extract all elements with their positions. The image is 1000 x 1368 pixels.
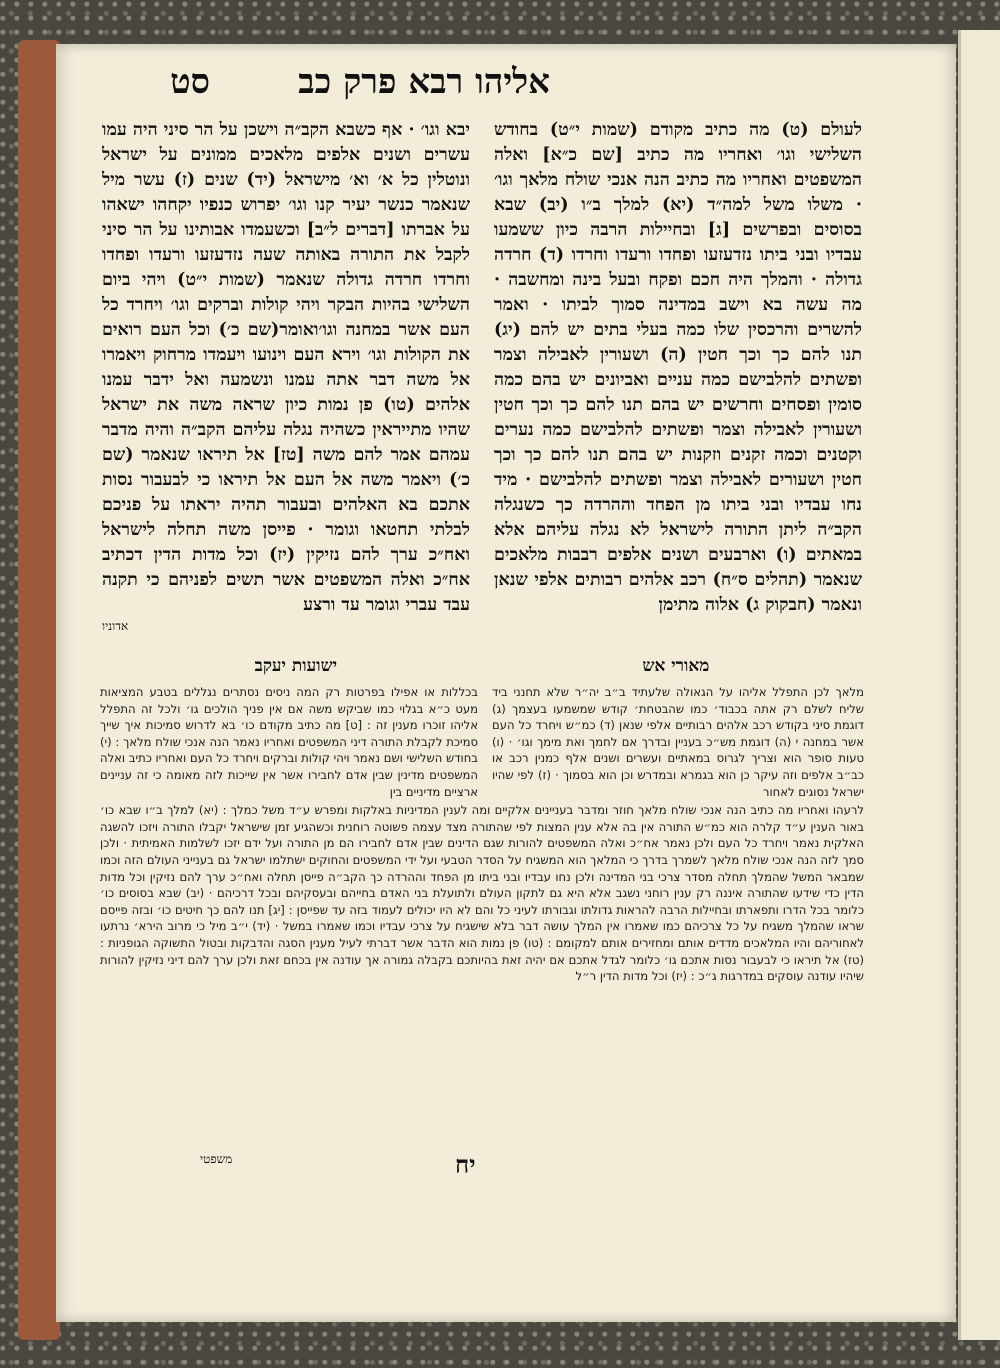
- commentary: [100, 684, 864, 1154]
- catch-word: משפטי: [200, 1152, 233, 1166]
- catch-word-main: אדוניו: [102, 619, 129, 633]
- commentary-titles: [102, 656, 862, 682]
- book-spine-edge: [18, 40, 60, 1340]
- commentary-block-full: לרעהו ואחריו מה כתיב הנה אנכי שולח מלאך חוזר ומדבר בעניינים אלקיים ומה לענין המדיניות באלקות ומפרש ע״ד משל כמלך : (יא) למלך ב״ו שבא כו׳ באור הענין ע״ד קלרה הוא כמ״ש התורה אין בה אלא ענין המצות לפי שהתורה מצד עצמה פשוטה רוחנית וכשהגיע זמן שישראל יקבלו התורה ויזכו להשגה האלקית נאמר ויחרד כל העם ולכן נאמר אח״כ ואלה המשפטים להורות שגם הדינים שבין אדם לחבירו הם מן התורה ועל ידם יזכו לשלמות האמיתית · ולכן סמך לזה הנה אנכי שולח מלאך לשמרך בדרך כי המלאך הוא המשגיח על הסדר הטבעי ועל ידי המשפטים והחוקים ישתלמו ישראל גם בענייני העולם הזה וכמו שמבאר המשל שהמלך תחלה מסדר צרכי בני המדינה ולכן נחו עבדיו ובני ביתו מן הפחד וההרדה כך הקב״ה פייסן תחלה ואח״כ ערך להם נזיקין וכל מדות הדין כדי שידעו שהתורה איננה רק ענין רוחני נשגב אלא היא גם לתקון העולם ולתועלת בני האדם בחייהם ובעסקיהם ובכל דרכיהם · (יב) שבא בסוסים כו׳ כלומר בכל הדרו ותפארתו ובחיילות הרבה להראות גדולתו וגבורתו לעיני כל והם לא היו יכולים לעמוד בזה עד שפייסן : [יג] תנו להם כך חיטים כו׳ ובזה פייסם שראו שהמלך משגיח על כל צרכיהם כמו שאמרו אין המלך עושה דבר בלא שישגיח על צרכי עבדיו וכמו שאמרו במשל · (יד) י״ב מיל כי מרוב הירא׳ נרתעו לאחוריהם והיו המלאכים מדדים אותם ומחזירים אותם למקומם : (טו) פן נמות הוא הדבר אשר דברתי לעיל מענין הסגה והדבקות ובטול התשוקה הגופניות : (טז) אל תיראו כי לבעבור נסות אתכם גו׳ כלומר לגדל אתכם אם יהיה זאת בהיותכם בקבלה גמורה אך עודנה אין בכחם זאת ולכן ערך להם דיני נזיקין להורות שיהיו עודנה עוסקים במדרגות ג״כ : (יז) וכל מדות הדין ר״ל: [100, 803, 864, 984]
- main-column-right: לעולם (ט) מה כתיב מקודם (שמות י״ט) בחודש השלישי וגו׳ ואחריו מה כתיב [שם כ״א] ואלה המשפטים ואחריו מה כתיב הנה אנכי שולח מלאך וגו׳ · משלו משל למה״ד (יא) למלך ב״ו (יב) שבא בסוסים ובפרשים [ג] ובחיילות הרבה כיון ששמעו עבדיו ובני ביתו נזדעזעו ופחדו ורעדו וחרדו (ד) חרדה גדולה · והמלך היה חכם ופקח ובעל בינה ומחשבה · מה עשה בא וישב במדינה סמוך לביתו · ואמר להשרים והרכסין שלו כמה בעלי בתים יש להם (יג) תנו להם כך וכך חטין (ה) ושעורין לאבילה וצמר ופשתים להלבישם כמה עניים ואביונים יש בהם כמה סומין ופסחים וחרשים יש בהם תנו להם כך וכך חטין ושעורין לאבילה וצמר ופשתים להלבישם כמה נערים וקטנים וכמה זקנים וזקנות יש בהם תנו להם כך וכך חטין ושעורים לאבילה וצמר ופשתים להלבישם · מיד נחו עבדיו ובני ביתו מן הפחד וההרדה כך כשנגלה הקב״ה ליתן התורה לישראל לא נגלה עליהם אלא במאתים (ו) וארבעים ושנים אלפים רבבות מלאכים שנאמר (תהלים ס״ח) רכב אלהים רבותים אלפי שנאן ונאמר (חבקוק ג) אלוה מתימן: [494, 120, 862, 615]
- main-text: [102, 118, 862, 658]
- commentary-title-right: ישועות יעקב: [254, 656, 338, 676]
- page-number: סט: [170, 62, 210, 102]
- running-title: אליהו רבא פרק כב: [298, 62, 550, 102]
- main-column-left: [102, 118, 470, 658]
- main-column-left-text: יבא וגו׳ · אף כשבא הקב״ה וישכן על הר סיני היה עמו עשרים ושנים אלפים מלאכים ממונים על ישראל ונוטלין כל א׳ וא׳ מישראל (יד) שנים (ז) עשר מיל שנאמר כנשר יעיר קנו וגו׳ יפרוש כנפיו יקחהו ישאהו על אברתו [דברים ל״ב] וכשעמדו אבותינו על הר סיני לקבל את התורה באותה שעה נזדעזעו ורעדו ופחדו וחרדו חרדה גדולה שנאמר (שמות י״ט) ויהי ביום השלישי בהיות הבקר ויהי קולות וברקים וגו׳ ויחרד כל העם אשר במחנה וגו׳ואומר(שם כ׳) וכל העם רואים את הקולות וגו׳ וירא העם וינועו ויעמדו מרחוק ויאמרו אל משה דבר אתה עמנו ונשמעה ואל ידבר עמנו אלהים (טו) פן נמות כיון שראה משה את ישראל שהיו מתייראין כשהיה נגלה עליהם הקב״ה והיה מדבר עמהם אמר להם משה [טז] אל תיראו שנאמר (שם כ׳) ויאמר משה אל העם אל תיראו כי לבעבור נסות אתכם בא האלהים ובעבור תהיה יראתו על פניכם לבלתי תחטאו וגומר · פייסן משה תחלה לישראל ואח״כ ערך להם נזיקין (יז) וכל מדות הדין דכתיב אח״כ ואלה המשפטים אשר תשים לפניהם כי תקנה עבד עברי וגומר עד ורצע: [102, 120, 470, 615]
- commentary-block-right: מלאך לכן התפלל אליהו על הגאולה שלעתיד ב״ב יה״ר שלא תחנני ביד שליח לשלם רק אתה בכבוד׳ כמו שהבטחת׳ קודש שמשמעו בעצמך (ג) דוגמת סיני בקודש רכב אלהים רבותיים אלפי שנאן (ד) כמ״ש ויחרד כל העם אשר במחנה י (ה) דוגמת מש״כ בעניין ובדרך אם לחמך ואת מימך וגו׳ · (ו) טעות סופר הוא וצריך לגרוס במאתיים ועשרים ושנים אלף כמנין רכב או כב״ב אלפים וזה עיקר כן הוא בגמרא ובמדרש וכן הוא בסמוך · (ז) לפי שהיו ישראל נסוגים לאחור: [492, 685, 864, 799]
- facing-page-edge: [958, 30, 1000, 1340]
- commentary-block-left: בכללות או אפילו בפרטות רק המה ניסים נסתרים נגללים בטבע המציאות מעט כ״א בגלוי כמו שביקש משה אם אין פניך הולכים גו׳ ולכל זה התפלל אליהו זוכרו מענין זה : [ט] מה כתיב מקודם כו׳ בא לדרוש סמיכות איך שייך סמיכת לקבלת התורה דיני המשפטים ואחריו נאמר הנה אנכי שולח מלאך : (י) בחודש השלישי ושם נאמר ויהי קולות וברקים ויחרד כל העם ואחריו כתיב ואלה המשפטים מדינין שבין אדם לחבירו אשר אין שייכות לזה מאומה כי זה עניינים ארציים מדיניים בין: [100, 685, 478, 799]
- signature-mark: יח: [455, 1150, 476, 1179]
- page-header: [100, 60, 860, 110]
- commentary-top: [100, 684, 864, 802]
- commentary-title-left: מאורי אש: [642, 656, 710, 676]
